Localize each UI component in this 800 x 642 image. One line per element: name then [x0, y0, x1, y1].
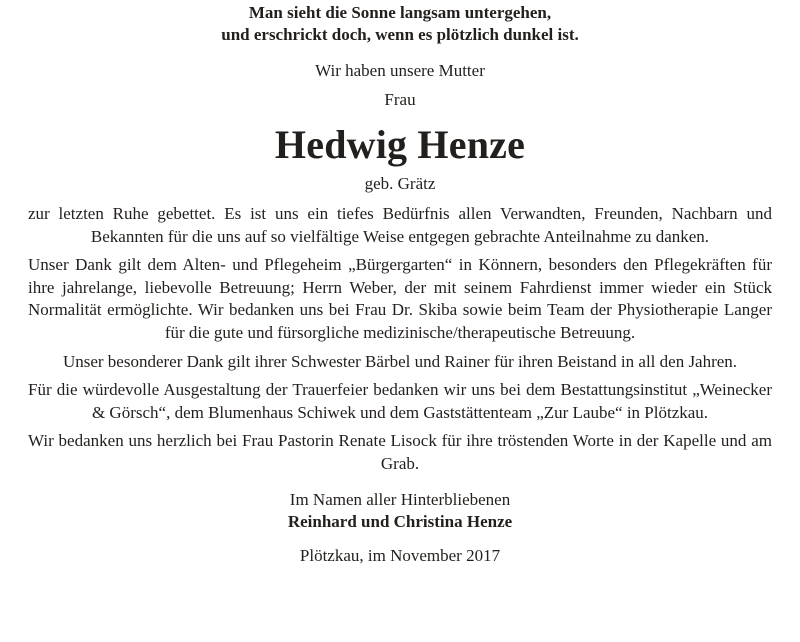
motto-line-1: Man sieht die Sonne langsam untergehen, [248, 3, 552, 22]
birth-name: geb. Grätz [364, 174, 436, 193]
salutation: Frau [384, 90, 416, 109]
paragraph-pastor: Wir bedanken uns herzlich bei Frau Pastorin Renate Lisock für ihre tröstenden Worte in der Kapelle und am Grab. [28, 431, 772, 473]
body-text [28, 203, 772, 476]
paragraph-care-home: Unser Dank gilt dem Alten- und Pflegeheim „Bürgergarten“ in Könnern, besonders den Pflegekräften für ihre jahrelange, liebevolle Betreuung; Herrn Weber, der mit seinem Fahrdienst immer wieder ein Stück Normalität ermöglichte. Wir bedanken uns bei Frau Dr. Skiba sowie beim Team der Physiotherapie Langer für die gute und fürsorgliche medizinische/therapeutische Betreuung. [28, 255, 772, 342]
signatories: Reinhard und Christina Henze [287, 511, 513, 531]
paragraph-funeral: Für die würdevolle Ausgestaltung der Trauerfeier bedanken wir uns bei dem Bestattungsinstitut „Weinecker & Görsch“, dem Blumenhaus Schiwek und dem Gaststättenteam „Zur Laube“ in Plötzkau. [28, 380, 772, 422]
motto-line-2: und erschrickt doch, wenn es plötzlich dunkel ist. [221, 25, 579, 44]
deceased-name: Hedwig Henze [274, 122, 526, 167]
on-behalf-line: Im Namen aller Hinterbliebenen [289, 489, 511, 509]
paragraph-gratitude: zur letzten Ruhe gebettet. Es ist uns ein tiefes Bedürfnis allen Verwandten, Freunden, Nachbarn und Bekannten für die uns auf so vielfältige Weise entgegen gebrachte Anteilnahme zu danken. [28, 204, 772, 246]
place-date: Plötzkau, im November 2017 [299, 545, 501, 565]
paragraph-sister: Unser besonderer Dank gilt ihrer Schwester Bärbel und Rainer für ihren Beistand in all den Jahren. [62, 351, 738, 371]
intro-text: Wir haben unsere Mutter [315, 61, 485, 80]
motto [28, 0, 772, 46]
